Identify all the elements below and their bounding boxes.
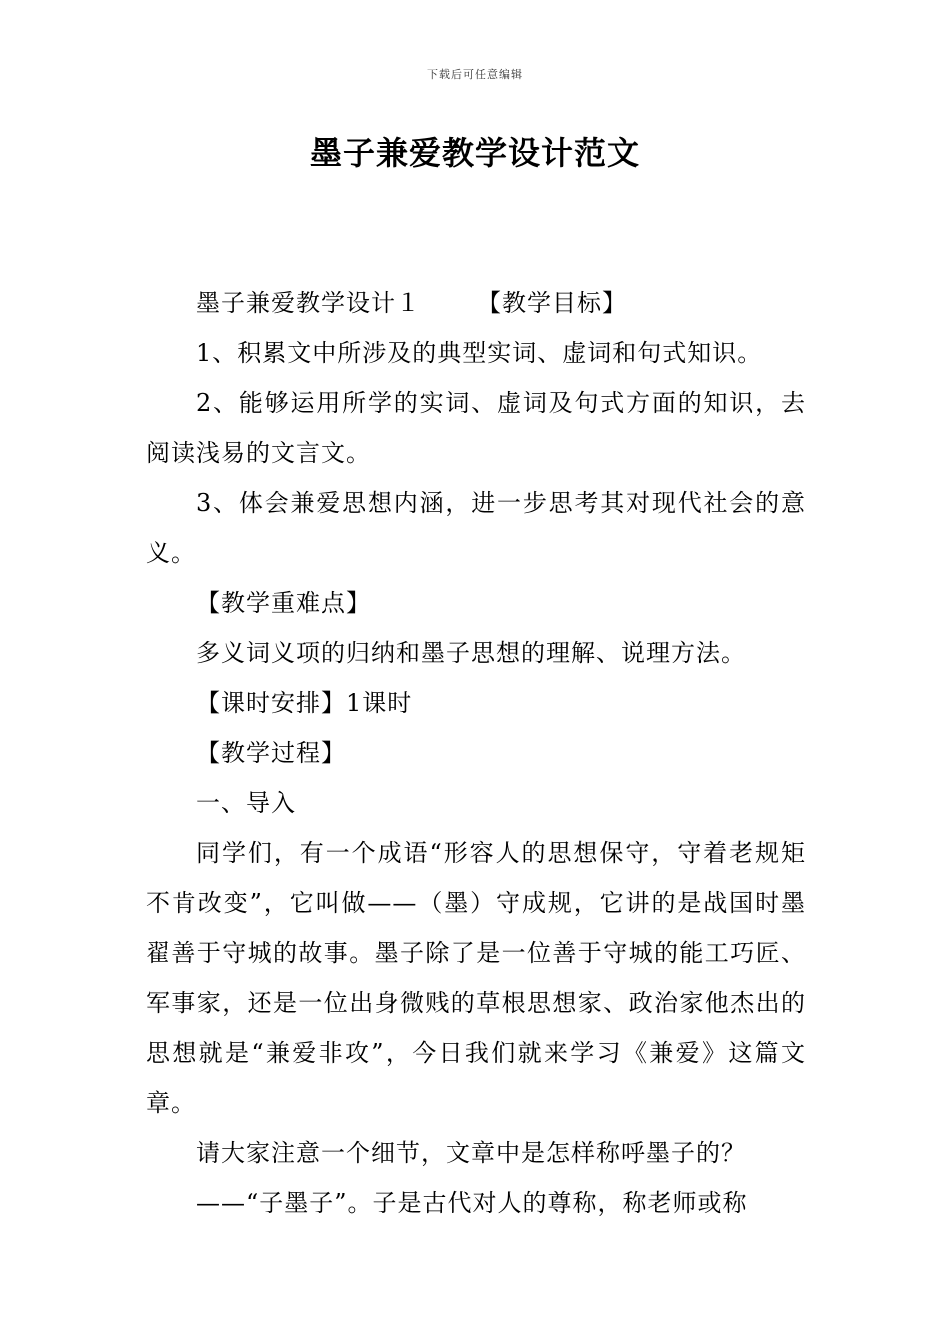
paragraph: 同学们，有一个成语“形容人的思想保守，守着老规矩不肯改变”，它叫做——（墨）守成规，它讲的是战国时墨翟善于守城的故事。墨子除了是一位善于守城的能工巧匠、军事家，还是一位出身微贱的草根思想家、政治家他杰出的思想就是“兼爱非攻”，今日我们就来学习《兼爱》这篇文章。 xyxy=(146,839,806,1117)
paragraph: ——“子墨子”。子是古代对人的尊称，称老师或称 xyxy=(196,1189,748,1217)
document-title: 墨子兼爱教学设计范文 xyxy=(309,134,640,172)
paragraph: 【教学过程】 xyxy=(196,739,346,767)
paragraph: 请大家注意一个细节，文章中是怎样称呼墨子的？ xyxy=(196,1139,746,1167)
paragraph-heading-line xyxy=(146,278,806,328)
section-title: 墨子兼爱教学设计１ xyxy=(196,289,421,317)
header-note: 下载后可任意编辑 xyxy=(427,68,523,81)
paragraph: 多义词义项的归纳和墨子思想的理解、说理方法。 xyxy=(196,639,746,667)
paragraph: 【教学重难点】 xyxy=(196,589,371,617)
section-label: 【教学目标】 xyxy=(477,289,627,317)
paragraph: 【课时安排】1课时 xyxy=(196,689,413,717)
paragraph: 2、能够运用所学的实词、虚词及句式方面的知识，去阅读浅易的文言文。 xyxy=(146,389,806,467)
document-body xyxy=(146,278,806,1228)
paragraph: 1、积累文中所涉及的典型实词、虚词和句式知识。 xyxy=(196,339,763,367)
paragraph: 3、体会兼爱思想内涵，进一步思考其对现代社会的意义。 xyxy=(146,489,806,567)
paragraph: 一、导入 xyxy=(196,789,296,817)
